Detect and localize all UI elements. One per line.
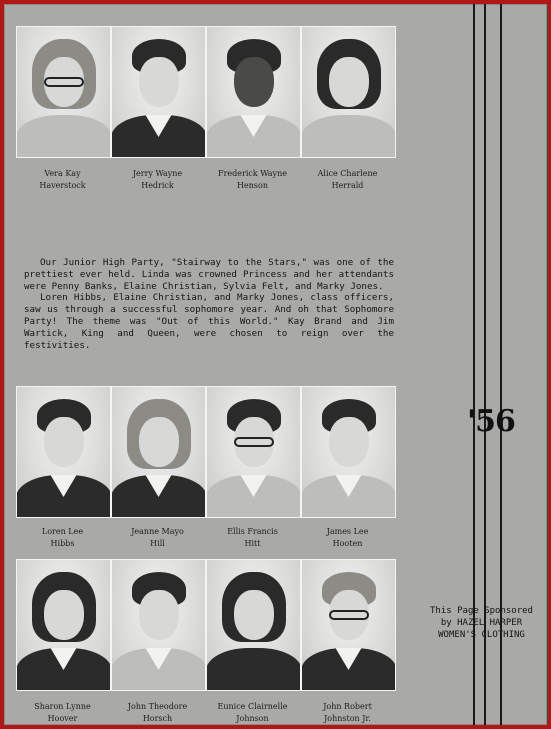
portrait-photo: [16, 386, 111, 518]
student-name: Eunice Clairnelle Johnson: [217, 702, 288, 723]
student-name: Alice Charlene Herrald: [317, 169, 378, 190]
portrait-photo: [111, 26, 206, 158]
article-paragraph: Our Junior High Party, "Stairway to the Stars," was one of the prettiest ever held. Linda was crowned Princess and her attendants were Penny Banks, Elaine Christian, Sylvia Felt, and Marky Jones.: [24, 257, 394, 292]
name-row-2: [15, 526, 395, 550]
sponsor-note: This Page Sponsored by HAZEL HARPER WOMEN'S CLOTHING: [430, 606, 533, 640]
article-text: [24, 257, 394, 351]
portrait-photo: [301, 386, 396, 518]
portrait-photo: [206, 559, 301, 691]
student-name: Vera Kay Haverstock: [39, 169, 86, 190]
student-name: Ellis Francis Hitt: [227, 527, 278, 548]
student-name: Sharon Lynne Hoover: [34, 702, 91, 723]
student-name: Frederick Wayne Henson: [218, 169, 287, 190]
portrait-photo: [206, 26, 301, 158]
student-name: Loren Lee Hibbs: [41, 527, 84, 548]
photo-row-1: [16, 26, 396, 158]
portrait-photo: [111, 386, 206, 518]
name-row-1: [15, 168, 395, 192]
student-name: John Robert Johnston Jr.: [323, 702, 372, 723]
student-name: James Lee Hooten: [326, 527, 369, 548]
portrait-photo: [301, 559, 396, 691]
portrait-photo: [16, 26, 111, 158]
portrait-photo: [16, 559, 111, 691]
student-name: Jerry Wayne Hedrick: [132, 169, 183, 190]
photo-row-2: [16, 386, 396, 518]
name-row-3: [15, 701, 395, 725]
portrait-photo: [301, 26, 396, 158]
article-paragraph: Loren Hibbs, Elaine Christian, and Marky Jones, class officers, saw us through a successful sophomore year. And oh that Sophomore Party! The theme was "Out of this World." Kay Brand and Jim Wartick, King and Queen, were chosen to reign over the festivities.: [24, 292, 394, 351]
student-name: John Theodore Horsch: [127, 702, 188, 723]
photo-row-3: [16, 559, 396, 691]
student-name: Jeanne Mayo Hill: [131, 527, 184, 548]
yearbook-page: [4, 4, 547, 725]
portrait-photo: [206, 386, 301, 518]
year-mark: '56: [467, 404, 515, 439]
portrait-photo: [111, 559, 206, 691]
